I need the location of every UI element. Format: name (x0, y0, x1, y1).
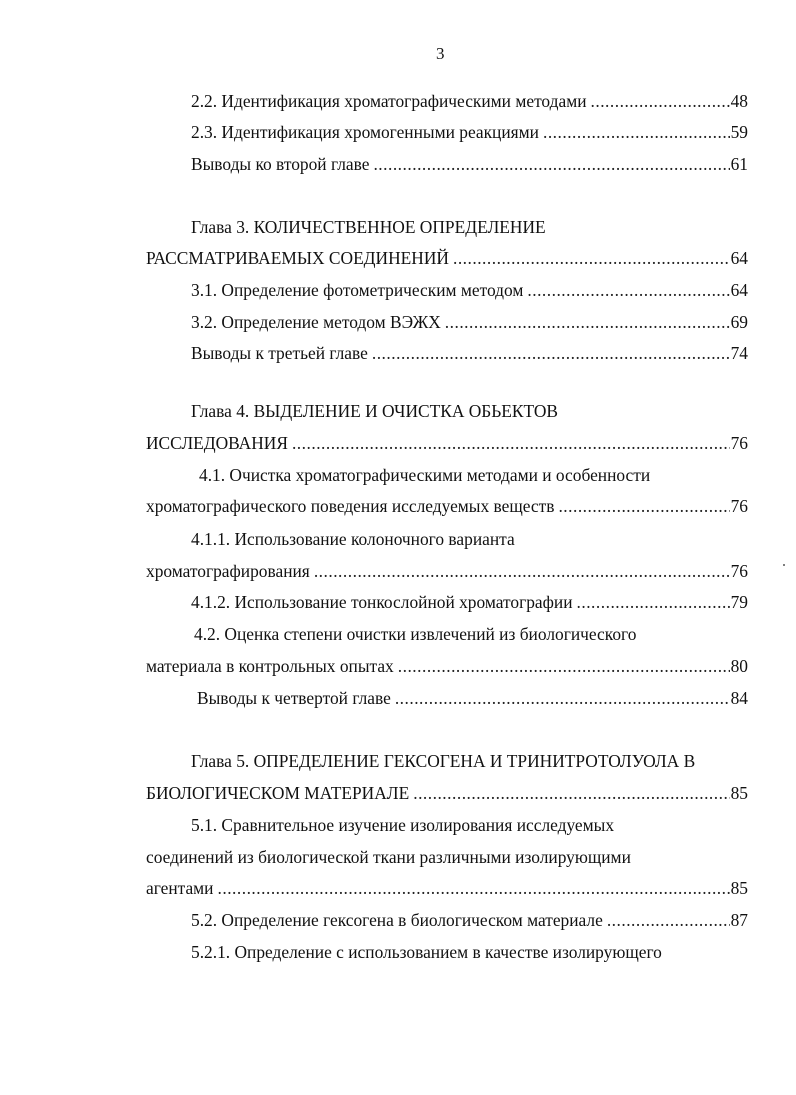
dot-leader (373, 152, 729, 176)
chapter4-heading: Глава 4. ВЫДЕЛЕНИЕ И ОЧИСТКА ОБЬЕКТОВ (191, 401, 559, 421)
toc-entry-title: Выводы к третьей главе (191, 343, 368, 363)
toc-entry-5-1 (146, 876, 748, 900)
dot-leader (395, 686, 730, 710)
toc-entry-title: Выводы ко второй главе (191, 154, 370, 174)
toc-entry-2-2 (191, 89, 748, 113)
dot-leader (314, 559, 730, 583)
dot-leader (453, 246, 730, 270)
toc-entry-title: 2.2. Идентификация хроматографическими методами (191, 91, 587, 111)
dot-leader (558, 494, 729, 518)
toc-entry-title: 3.2. Определение методом ВЭЖХ (191, 312, 441, 332)
dot-leader (577, 590, 730, 614)
toc-entry-title: 4.1.2. Использование тонкослойной хроматографии (191, 592, 573, 612)
toc-entry-4-1 (146, 494, 748, 518)
dot-leader (372, 341, 730, 365)
toc-entry-title: агентами (146, 878, 214, 898)
toc-page-ref: 76 (730, 433, 748, 453)
toc-entry-4-1-title: 4.1. Очистка хроматографическими методами и особенности (199, 465, 651, 485)
toc-entry-chapter4 (146, 431, 748, 455)
dot-leader (607, 908, 730, 932)
toc-page-ref: 79 (730, 592, 748, 612)
toc-entry-5-1-title-cont: соединений из биологической ткани различными изолирующими (146, 847, 631, 867)
toc-entry-4-1-1 (146, 559, 748, 583)
toc-entry-title: хроматографирования (146, 561, 310, 581)
toc-entry-title: хроматографического поведения исследуемых веществ (146, 496, 555, 516)
dot-leader (218, 876, 730, 900)
toc-entry-5-1-title: 5.1. Сравнительное изучение изолирования исследуемых (191, 815, 615, 835)
toc-page-ref: 61 (730, 154, 748, 174)
toc-entry-chapter3 (146, 246, 748, 270)
toc-entry-title: БИОЛОГИЧЕСКОМ МАТЕРИАЛЕ (146, 783, 410, 803)
toc-page-ref: 76 (730, 496, 748, 516)
toc-page-ref: 85 (730, 783, 748, 803)
toc-page-ref: 48 (730, 91, 748, 111)
toc-entry-chapter4-conclusions (197, 686, 748, 710)
chapter3-heading: Глава 3. КОЛИЧЕСТВЕННОЕ ОПРЕДЕЛЕНИЕ (191, 217, 546, 237)
toc-entry-3-1 (191, 278, 748, 302)
toc-page-ref: 84 (730, 688, 748, 708)
toc-entry-title: ИССЛЕДОВАНИЯ (146, 433, 288, 453)
toc-entry-chapter2-conclusions (191, 152, 748, 176)
toc-entry-4-2-title: 4.2. Оценка степени очистки извлечений из биологического (194, 624, 637, 644)
toc-entry-title: Выводы к четвертой главе (197, 688, 391, 708)
toc-page-ref: 85 (730, 878, 748, 898)
dot-leader (591, 89, 730, 113)
toc-page-ref: 59 (730, 122, 748, 142)
toc-page-ref: 69 (730, 312, 748, 332)
toc-page-ref: 87 (730, 910, 748, 930)
toc-entry-5-2 (191, 908, 748, 932)
toc-entry-title: 5.2. Определение гексогена в биологическом материале (191, 910, 603, 930)
toc-entry-title: 2.3. Идентификация хромогенными реакциями (191, 122, 539, 142)
toc-entry-title: РАССМАТРИВАЕМЫХ СОЕДИНЕНИЙ (146, 248, 449, 268)
dot-leader (413, 781, 729, 805)
toc-entry-4-2 (146, 654, 748, 678)
toc-entry-5-2-1-title: 5.2.1. Определение с использованием в качестве изолирующего (191, 942, 662, 962)
toc-page-ref: 74 (730, 343, 748, 363)
toc-page-ref: 64 (730, 280, 748, 300)
page-number: 3 (436, 44, 445, 63)
dot-leader (292, 431, 730, 455)
toc-entry-3-2 (191, 310, 748, 334)
toc-entry-chapter3-conclusions (191, 341, 748, 365)
toc-entry-title: материала в контрольных опытах (146, 656, 394, 676)
toc-page-ref: 64 (730, 248, 748, 268)
toc-entry-chapter5 (146, 781, 748, 805)
dot-leader (445, 310, 730, 334)
toc-page-ref: 80 (730, 656, 748, 676)
dot-leader (398, 654, 730, 678)
toc-entry-title: 3.1. Определение фотометрическим методом (191, 280, 524, 300)
dot-leader (527, 278, 729, 302)
toc-entry-4-1-1-title: 4.1.1. Использование колоночного варианта (191, 529, 515, 549)
chapter5-heading: Глава 5. ОПРЕДЕЛЕНИЕ ГЕКСОГЕНА И ТРИНИТРОТОЛУОЛА В (191, 751, 696, 771)
toc-page-ref: 76 (730, 561, 748, 581)
scan-speck (783, 564, 785, 566)
toc-entry-2-3 (191, 120, 748, 144)
dot-leader (543, 120, 730, 144)
toc-entry-4-1-2 (191, 590, 748, 614)
